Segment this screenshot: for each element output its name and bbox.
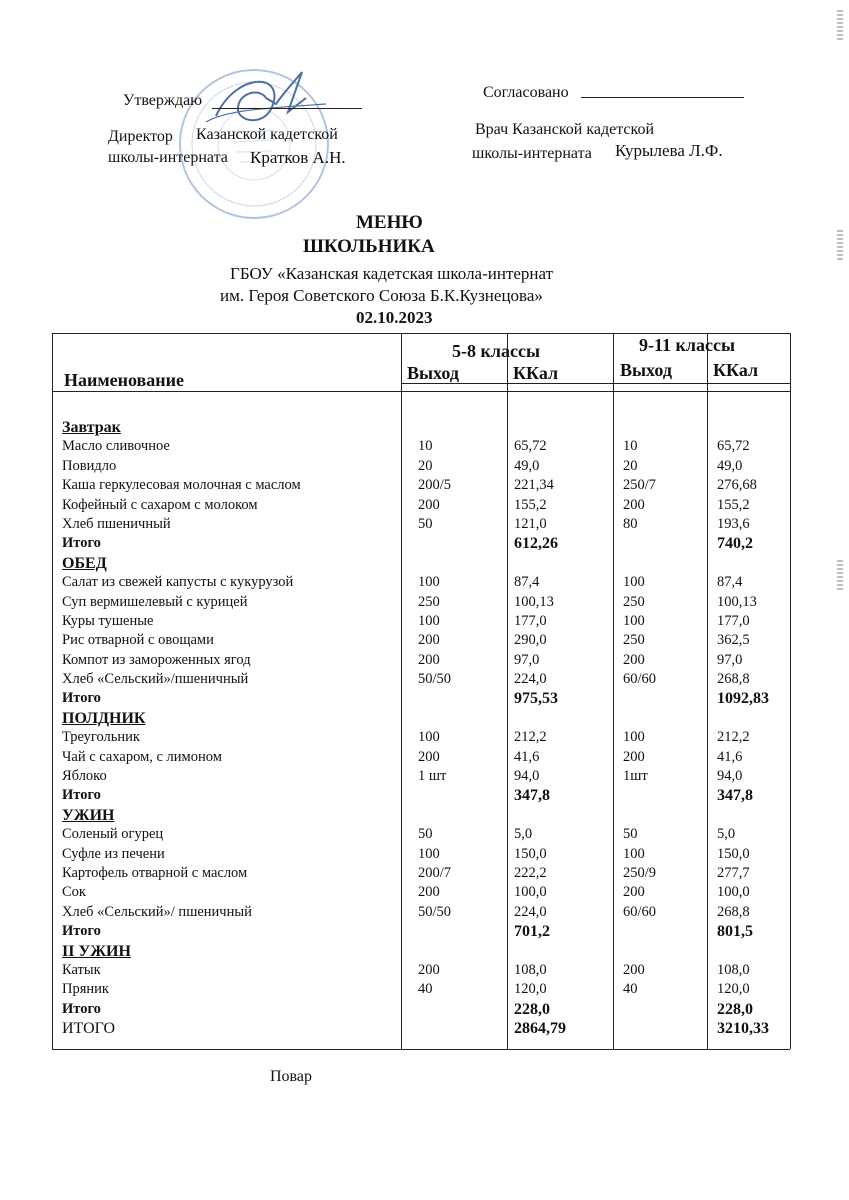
- output-cell: 10: [623, 438, 638, 455]
- output-cell: 20: [623, 457, 638, 474]
- output-cell: 100: [418, 612, 440, 629]
- kcal-cell: 100,13: [514, 593, 554, 610]
- output-cell: [418, 689, 451, 708]
- kcal-cell: 97,0: [717, 651, 743, 668]
- kcal-total: 612,26: [514, 535, 558, 553]
- output-cell: 100: [623, 574, 645, 591]
- section-header: II УЖИН: [62, 942, 131, 960]
- kcal-total: 347,8: [717, 787, 753, 805]
- kcal-cell: 41,6: [514, 748, 540, 765]
- output-cell: [623, 554, 656, 573]
- output-cell: 200: [623, 748, 645, 765]
- dish-name: Суп вермишелевый с курицей: [62, 593, 248, 610]
- dish-name: Соленый огурец: [62, 826, 164, 843]
- kcal-total: 2864,79: [514, 1020, 566, 1038]
- output-cell: [623, 806, 656, 825]
- column-header-kcal-5-8: ККал: [513, 363, 559, 383]
- kcal-cell: 100,0: [514, 884, 547, 901]
- output-cell: 50: [418, 826, 433, 843]
- approve-signature-line: [212, 108, 362, 109]
- column-kcal-5-8: [514, 418, 566, 1039]
- column-header-name: Наименование: [64, 370, 184, 390]
- dish-name: Салат из свежей капусты с кукурузой: [62, 574, 294, 591]
- table-border-right: [790, 333, 791, 1049]
- output-cell: 200: [623, 961, 645, 978]
- director-school-line2: школы-интерната: [108, 149, 228, 166]
- menu-title: МЕНЮ: [356, 212, 423, 233]
- dish-name: Яблоко: [62, 768, 107, 785]
- group-header-5-8: 5-8 классы: [452, 341, 540, 361]
- kcal-total: 228,0: [717, 1000, 753, 1018]
- dish-name: Хлеб пшеничный: [62, 515, 171, 532]
- output-cell: 20: [418, 457, 433, 474]
- output-cell: 250/9: [623, 864, 657, 881]
- output-cell: 40: [623, 981, 638, 998]
- subtotal-label: Итого: [62, 787, 101, 804]
- kcal-total: 3210,33: [717, 1020, 769, 1038]
- output-cell: [418, 806, 451, 825]
- organization-line2: им. Героя Советского Союза Б.К.Кузнецова»: [220, 286, 543, 305]
- organization-line1: ГБОУ «Казанская кадетская школа-интернат: [230, 264, 554, 283]
- output-cell: 1шт: [623, 768, 648, 785]
- kcal-cell: 108,0: [717, 961, 750, 978]
- output-cell: [623, 689, 656, 708]
- output-cell: [418, 1019, 451, 1038]
- dish-name: Куры тушеные: [62, 612, 154, 629]
- kcal-cell: 87,4: [717, 574, 743, 591]
- agreed-label: Согласовано: [483, 84, 569, 101]
- output-cell: 100: [418, 729, 440, 746]
- kcal-cell: 222,2: [514, 864, 547, 881]
- kcal-cell: 94,0: [717, 768, 743, 785]
- column-kcal-9-11: [717, 418, 769, 1039]
- output-cell: 40: [418, 981, 433, 998]
- doctor-name: Курылева Л.Ф.: [615, 141, 723, 160]
- output-cell: [623, 1019, 656, 1038]
- scan-edge-mark: [837, 230, 843, 260]
- kcal-cell: 193,6: [717, 515, 750, 532]
- kcal-cell: 121,0: [514, 515, 547, 532]
- kcal-cell: 94,0: [514, 768, 540, 785]
- dish-name: Суфле из печени: [62, 845, 165, 862]
- table-divider-name: [401, 333, 402, 1049]
- table-border-group: [401, 383, 790, 384]
- output-cell: 200: [418, 748, 440, 765]
- kcal-total: 975,53: [514, 690, 558, 708]
- dish-name: Рис отварной с овощами: [62, 632, 214, 649]
- subtotal-label: Итого: [62, 1000, 101, 1017]
- output-cell: 250: [623, 632, 645, 649]
- kcal-cell: 150,0: [717, 845, 750, 862]
- scan-edge-mark: [837, 560, 843, 590]
- output-cell: [623, 786, 656, 805]
- dish-name: Каша геркулесовая молочная с маслом: [62, 477, 301, 494]
- table-divider-group: [613, 333, 614, 1049]
- subtotal-label: Итого: [62, 923, 101, 940]
- kcal-cell: [514, 709, 566, 728]
- kcal-total: 701,2: [514, 923, 550, 941]
- output-cell: [418, 1000, 451, 1019]
- kcal-cell: [514, 418, 566, 437]
- dish-name: Сок: [62, 884, 86, 901]
- output-cell: 200: [418, 632, 440, 649]
- kcal-cell: [514, 554, 566, 573]
- director-name: Кратков А.Н.: [250, 148, 346, 167]
- kcal-cell: [717, 806, 769, 825]
- output-cell: [623, 1000, 656, 1019]
- doctor-title: Врач Казанской кадетской: [475, 121, 655, 138]
- output-cell: [418, 709, 451, 728]
- output-cell: 200/7: [418, 864, 452, 881]
- kcal-cell: 97,0: [514, 651, 540, 668]
- menu-date: 02.10.2023: [356, 308, 433, 327]
- output-cell: 100: [418, 845, 440, 862]
- kcal-cell: 150,0: [514, 845, 547, 862]
- kcal-cell: 362,5: [717, 632, 750, 649]
- kcal-cell: [717, 554, 769, 573]
- kcal-cell: 277,7: [717, 864, 750, 881]
- group-header-9-11: 9-11 классы: [639, 335, 736, 355]
- subtotal-label: Итого: [62, 535, 101, 552]
- menu-table: [52, 333, 790, 1049]
- column-header-output-9-11: Выход: [620, 360, 672, 380]
- output-cell: 250/7: [623, 477, 657, 494]
- kcal-cell: 108,0: [514, 961, 547, 978]
- dish-name: Пряник: [62, 981, 109, 998]
- dish-name: Масло сливочное: [62, 438, 170, 455]
- dish-name: Хлеб «Сельский»/ пшеничный: [62, 903, 252, 920]
- scan-edge-mark: [837, 10, 843, 40]
- subtotal-label: Итого: [62, 690, 101, 707]
- output-cell: 200: [623, 884, 645, 901]
- menu-subtitle: ШКОЛЬНИКА: [303, 236, 435, 257]
- output-cell: [418, 418, 451, 437]
- output-cell: 50/50: [418, 903, 452, 920]
- section-header: УЖИН: [62, 806, 115, 824]
- kcal-cell: 177,0: [514, 612, 547, 629]
- dish-name: Повидло: [62, 457, 117, 474]
- kcal-cell: 49,0: [514, 457, 540, 474]
- kcal-total: 1092,83: [717, 690, 769, 708]
- kcal-cell: 65,72: [514, 438, 547, 455]
- output-cell: 200: [418, 961, 440, 978]
- kcal-total: 740,2: [717, 535, 753, 553]
- dish-name: Чай с сахаром, с лимоном: [62, 748, 222, 765]
- output-cell: 60/60: [623, 903, 657, 920]
- kcal-total: 801,5: [717, 923, 753, 941]
- output-cell: 50: [418, 515, 433, 532]
- kcal-cell: 155,2: [717, 496, 750, 513]
- column-output-9-11: [623, 418, 656, 1039]
- dish-name: Хлеб «Сельский»/пшеничный: [62, 671, 249, 688]
- kcal-cell: 224,0: [514, 671, 547, 688]
- output-cell: [623, 418, 656, 437]
- output-cell: 10: [418, 438, 433, 455]
- output-cell: 50/50: [418, 671, 452, 688]
- kcal-cell: 290,0: [514, 632, 547, 649]
- output-cell: 100: [623, 845, 645, 862]
- table-border-left: [52, 333, 53, 1049]
- output-cell: 200: [623, 496, 645, 513]
- kcal-cell: [717, 418, 769, 437]
- kcal-cell: 224,0: [514, 903, 547, 920]
- output-cell: 250: [418, 593, 440, 610]
- approve-label: Утверждаю: [123, 92, 203, 109]
- kcal-cell: 5,0: [717, 826, 736, 843]
- kcal-cell: 65,72: [717, 438, 750, 455]
- output-cell: 200: [418, 496, 440, 513]
- output-cell: [623, 534, 656, 553]
- section-header: Завтрак: [62, 419, 121, 436]
- output-cell: [418, 922, 451, 941]
- column-dish-names: [62, 418, 301, 1039]
- kcal-cell: [514, 806, 566, 825]
- output-cell: 100: [623, 729, 645, 746]
- column-header-output-5-8: Выход: [407, 363, 459, 383]
- dish-name: Картофель отварной с маслом: [62, 864, 248, 881]
- kcal-cell: [717, 942, 769, 961]
- output-cell: [418, 554, 451, 573]
- section-header: ПОЛДНИК: [62, 709, 146, 727]
- output-cell: 60/60: [623, 671, 657, 688]
- section-header: ОБЕД: [62, 554, 107, 572]
- output-cell: [418, 786, 451, 805]
- output-cell: [418, 942, 451, 961]
- output-cell: [623, 709, 656, 728]
- table-border-bottom: [52, 1049, 790, 1050]
- kcal-cell: 5,0: [514, 826, 533, 843]
- kcal-cell: 276,68: [717, 477, 757, 494]
- output-cell: 200/5: [418, 477, 452, 494]
- table-divider-kcal-9-11: [707, 333, 708, 1049]
- dish-name: Компот из замороженных ягод: [62, 651, 251, 668]
- output-cell: 50: [623, 826, 638, 843]
- kcal-cell: 212,2: [717, 729, 750, 746]
- kcal-cell: 100,13: [717, 593, 757, 610]
- kcal-cell: 268,8: [717, 671, 750, 688]
- table-border-top: [52, 333, 790, 334]
- director-school: Казанской кадетской: [196, 126, 338, 143]
- kcal-cell: 221,34: [514, 477, 554, 494]
- kcal-cell: 120,0: [717, 981, 750, 998]
- output-cell: [418, 534, 451, 553]
- kcal-cell: 41,6: [717, 748, 743, 765]
- output-cell: 100: [623, 612, 645, 629]
- column-header-kcal-9-11: ККал: [713, 360, 759, 380]
- output-cell: 100: [418, 574, 440, 591]
- grand-total-label: ИТОГО: [62, 1020, 116, 1038]
- kcal-cell: 268,8: [717, 903, 750, 920]
- kcal-cell: 120,0: [514, 981, 547, 998]
- kcal-cell: 212,2: [514, 729, 547, 746]
- agreed-signature-line: [581, 97, 744, 98]
- director-title: Директор: [108, 128, 173, 145]
- output-cell: 200: [418, 884, 440, 901]
- kcal-total: 228,0: [514, 1000, 550, 1018]
- doctor-school: школы-интерната: [472, 145, 592, 162]
- column-output-5-8: [418, 418, 451, 1039]
- output-cell: 200: [623, 651, 645, 668]
- cook-label: Повар: [270, 1068, 312, 1085]
- kcal-cell: [717, 709, 769, 728]
- output-cell: 1 шт: [418, 768, 447, 785]
- kcal-cell: [514, 942, 566, 961]
- kcal-total: 347,8: [514, 787, 550, 805]
- output-cell: 80: [623, 515, 638, 532]
- kcal-cell: 49,0: [717, 457, 743, 474]
- output-cell: 250: [623, 593, 645, 610]
- dish-name: Катык: [62, 961, 101, 978]
- dish-name: Треугольник: [62, 729, 140, 746]
- kcal-cell: 100,0: [717, 884, 750, 901]
- kcal-cell: 177,0: [717, 612, 750, 629]
- table-divider-kcal-5-8: [507, 333, 508, 1049]
- kcal-cell: 87,4: [514, 574, 540, 591]
- output-cell: 200: [418, 651, 440, 668]
- table-border-header: [52, 391, 790, 392]
- output-cell: [623, 942, 656, 961]
- output-cell: [623, 922, 656, 941]
- kcal-cell: 155,2: [514, 496, 547, 513]
- dish-name: Кофейный с сахаром с молоком: [62, 496, 258, 513]
